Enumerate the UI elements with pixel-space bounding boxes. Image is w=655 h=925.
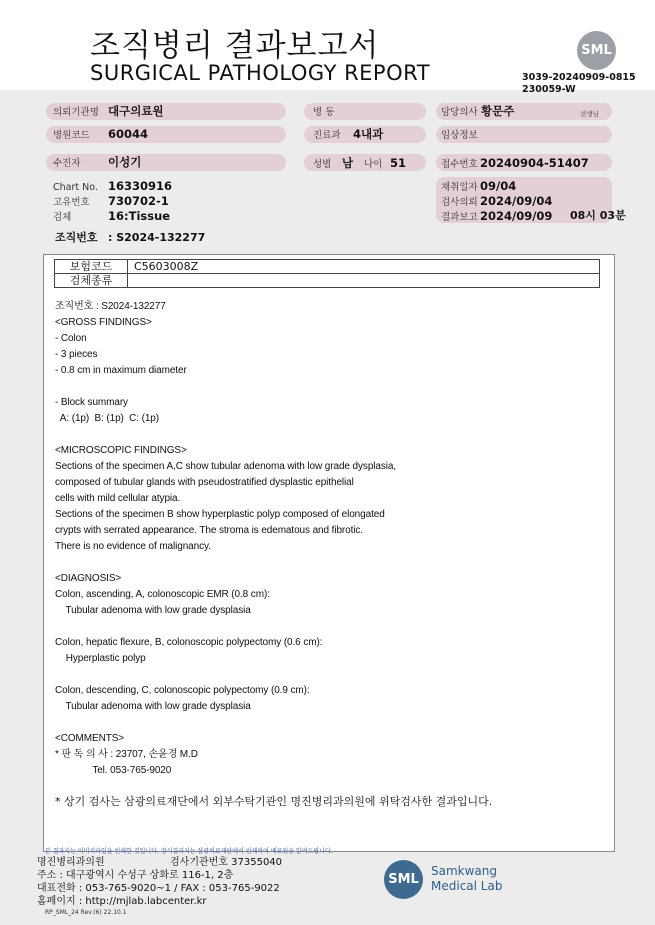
report-text bbox=[55, 299, 396, 779]
footer-phone: 대표전화 : 053-765-9020~1 / FAX : 053-765-9022 bbox=[37, 883, 280, 894]
samkwang-logo-icon: SML bbox=[384, 860, 423, 899]
age-value: 51 bbox=[390, 156, 407, 170]
report-time-value: 08시 03분 bbox=[570, 209, 626, 222]
tissue-no-value: : S2024-132277 bbox=[108, 231, 206, 244]
sex-label: 성별 bbox=[313, 159, 332, 170]
report-line: - Block summary bbox=[55, 397, 128, 408]
report-line: <MICROSCOPIC FINDINGS> bbox=[55, 445, 187, 456]
table-row bbox=[55, 274, 600, 288]
specimen-label: 검체 bbox=[53, 212, 72, 223]
report-line: Colon, hepatic flexure, B, colonoscopic polypectomy (0.6 cm): bbox=[55, 637, 323, 648]
request-date-label: 검사의뢰 bbox=[441, 197, 478, 208]
report-line: Tel. 053-765-9020 bbox=[55, 765, 172, 776]
report-line: cells with mild cellular atypia. bbox=[55, 493, 181, 504]
referring-org-value: 대구의료원 bbox=[108, 104, 164, 118]
chart-no-label: Chart No. bbox=[53, 182, 98, 193]
clinical-info-label: 임상정보 bbox=[441, 130, 478, 141]
report-line: - 3 pieces bbox=[55, 349, 98, 360]
samkwang-logo-text bbox=[431, 864, 502, 894]
unique-no-label: 고유번호 bbox=[53, 197, 90, 208]
report-line: <DIAGNOSIS> bbox=[55, 573, 122, 584]
receipt-no-value: 20240904-51407 bbox=[480, 156, 589, 170]
report-date-value: 2024/09/09 bbox=[480, 209, 553, 223]
title-english: SURGICAL PATHOLOGY REPORT bbox=[90, 61, 431, 85]
specimen-value: 16:Tissue bbox=[108, 209, 171, 223]
tissue-no-label: 조직번호 bbox=[55, 231, 98, 244]
request-date-value: 2024/09/04 bbox=[480, 194, 553, 208]
hospital-code-label: 병원코드 bbox=[53, 130, 90, 141]
report-line: Hyperplastic polyp bbox=[55, 653, 146, 664]
report-line bbox=[55, 667, 396, 683]
report-line: - 0.8 cm in maximum diameter bbox=[55, 365, 187, 376]
report-line: There is no evidence of malignancy. bbox=[55, 541, 211, 552]
sex-value: 남 bbox=[342, 156, 354, 170]
department-label: 진료과 bbox=[313, 130, 341, 141]
hospital-code-value: 60044 bbox=[108, 127, 149, 141]
collect-date-label: 채취일자 bbox=[441, 182, 478, 193]
report-line: Tubular adenoma with low grade dysplasia bbox=[55, 701, 251, 712]
doctor-suffix: 선생님 bbox=[580, 110, 599, 118]
logo-text-line-1: Samkwang bbox=[431, 864, 497, 878]
document-number bbox=[522, 72, 636, 96]
referring-org-label: 의뢰기관명 bbox=[53, 107, 99, 118]
report-line: Sections of the specimen B show hyperplastic polyp composed of elongated bbox=[55, 509, 385, 520]
report-line: <COMMENTS> bbox=[55, 733, 125, 744]
specimen-type-label: 검체종류 bbox=[55, 274, 128, 288]
table-row bbox=[55, 260, 600, 274]
doctor-label: 담당의사 bbox=[441, 107, 478, 118]
report-line bbox=[55, 427, 396, 443]
age-label: 나이 bbox=[364, 159, 383, 170]
title-korean: 조직병리 결과보고서 bbox=[90, 28, 380, 64]
insurance-code-value: C5603008Z bbox=[128, 260, 600, 274]
report-line: Tubular adenoma with low grade dysplasia bbox=[55, 605, 251, 616]
patient-value: 이성기 bbox=[108, 155, 142, 169]
chart-no-value: 16330916 bbox=[108, 179, 173, 193]
report-line bbox=[55, 379, 396, 395]
consignment-note: * 상기 검사는 삼광의료재단에서 외부수탁기관인 명진병리과의원에 위탁검사한 결과입니다. bbox=[55, 795, 493, 808]
department-value: 4내과 bbox=[353, 127, 384, 141]
logo-text-line-2: Medical Lab bbox=[431, 879, 503, 893]
footer-homepage: 홈페이지 : http://mjlab.labcenter.kr bbox=[37, 896, 207, 907]
report-line: * 판 독 의 사 : 23707, 손윤경 M.D bbox=[55, 749, 198, 760]
unique-no-value: 730702-1 bbox=[108, 194, 169, 208]
report-line: composed of tubular glands with pseudostratified dysplastic epithelial bbox=[55, 477, 354, 488]
collect-date-value: 09/04 bbox=[480, 179, 517, 193]
footer-org: 명진병리과의원 bbox=[37, 857, 105, 868]
ward-label: 병 동 bbox=[313, 107, 335, 118]
report-line: Colon, ascending, A, colonoscopic EMR (0.8 cm): bbox=[55, 589, 270, 600]
report-line: <GROSS FINDINGS> bbox=[55, 317, 152, 328]
report-line: Sections of the specimen A,C show tubular adenoma with low grade dysplasia, bbox=[55, 461, 397, 472]
report-line bbox=[55, 619, 396, 635]
report-line: Colon, descending, C, colonoscopic polypectomy (0.9 cm): bbox=[55, 685, 310, 696]
document-number-line-2: 230059-W bbox=[522, 84, 576, 95]
patient-label: 수진자 bbox=[53, 158, 81, 169]
receipt-no-label: 접수번호 bbox=[441, 159, 478, 170]
report-line bbox=[55, 715, 396, 731]
report-line: 조직번호 : S2024-132277 bbox=[55, 301, 166, 312]
footer-org-code: 검사기관번호 37355040 bbox=[170, 857, 283, 868]
print-notice: 본 결과지는 이미지파일을 인쇄한 것입니다. 정식결과지는 삼광의료재단에서 인쇄하여 배포됨을 알려드립니다. bbox=[45, 848, 333, 855]
form-number: RP_SML_24 Rev.(6) 22.10.1 bbox=[45, 909, 127, 916]
patient-field bbox=[46, 154, 286, 171]
report-line: A: (1p) B: (1p) C: (1p) bbox=[55, 413, 159, 424]
specimen-type-value bbox=[128, 274, 600, 288]
footer-address: 주소 : 대구광역시 수성구 상화로 116-1, 2층 bbox=[37, 870, 234, 881]
report-date-label: 결과보고 bbox=[441, 212, 478, 223]
doctor-value: 황문주 bbox=[481, 104, 515, 118]
report-line bbox=[55, 555, 396, 571]
report-line: crypts with serrated appearance. The stroma is edematous and fibrotic. bbox=[55, 525, 363, 536]
document-number-line-1: 3039-20240909-0815 bbox=[522, 72, 636, 83]
insurance-code-label: 보험코드 bbox=[55, 260, 128, 274]
sml-logo-icon: SML bbox=[577, 31, 616, 70]
insurance-table bbox=[54, 259, 600, 288]
report-line: - Colon bbox=[55, 333, 87, 344]
